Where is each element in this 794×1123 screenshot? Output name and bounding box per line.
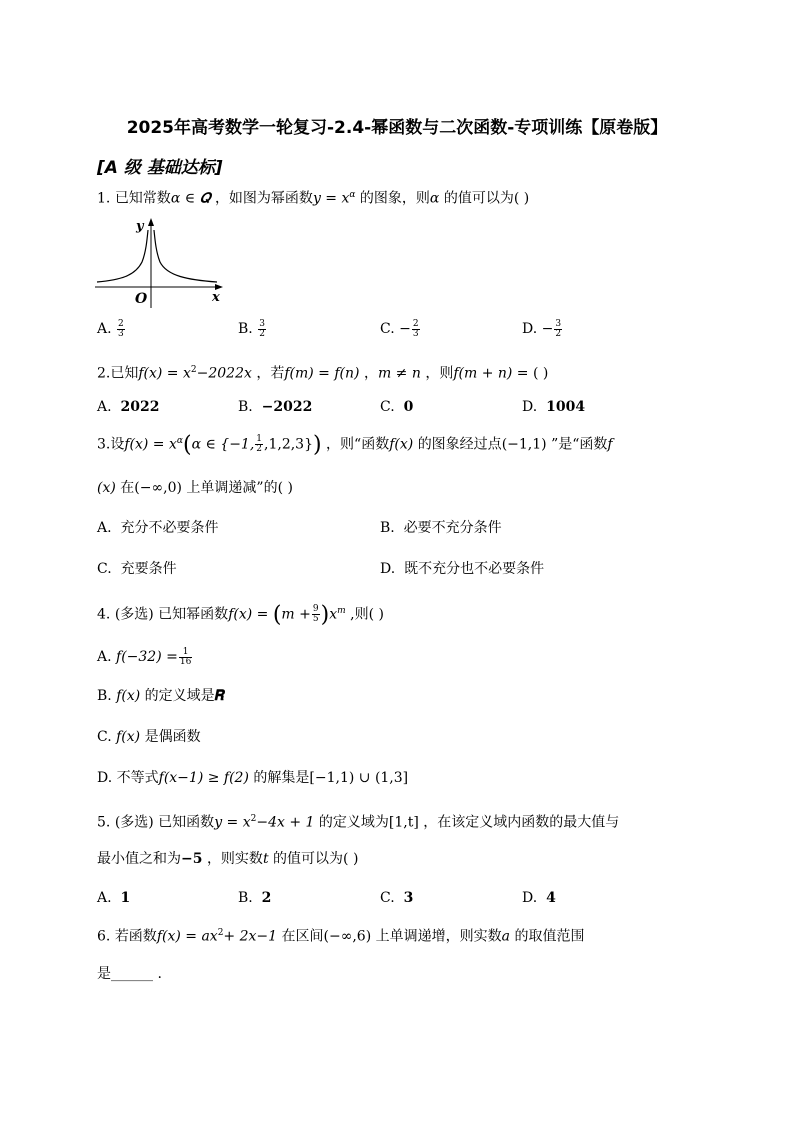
q2-end: ( ) [533,365,549,382]
q1-option-d[interactable] [522,318,563,340]
fraction-denominator: 5 [312,614,319,625]
fraction-numerator: 9 [312,604,319,615]
question-5-line-2 [97,848,358,870]
question-1 [97,184,529,210]
q5-t: t [262,851,269,867]
q2-option-c-key: C. [380,399,395,415]
q1-text-pre: 已知常数 [114,190,171,207]
q3-option-c[interactable] [97,558,177,580]
q1-option-c-fraction [412,320,420,339]
q6-expr: f(x) = ax [156,928,218,945]
q4-option-d-text: 不等式 [116,770,159,786]
fraction-numerator: 3 [555,318,562,329]
graph-x-label: x [212,290,220,305]
q5-option-b-value: 2 [261,890,272,906]
q5-option-b[interactable] [238,887,271,909]
q6-text-d: 的取值范围 [514,928,585,945]
fraction-denominator: 2 [555,328,562,339]
section-heading: [A 级 基础达标] [97,158,223,178]
q1-alpha-in-q: α ∈ 𝑸 [170,190,211,207]
q4-end: ,则( ) [350,606,384,623]
q5-text-a: (多选) 已知函数 [114,814,215,831]
q6-exponent: 2 [217,928,224,938]
q1-alpha: α [429,190,440,207]
q2-condition-2: m ≠ n [377,365,421,382]
q2-expr: f(x) = x [138,365,191,382]
fraction-numerator: 2 [118,318,124,329]
q2-option-c-value: 0 [403,399,414,415]
q5-option-a-value: 1 [120,890,131,906]
graph-origin-label: O [135,291,148,307]
q5-option-d-value: 4 [546,890,556,906]
q2-option-a-value: 2022 [120,399,160,415]
fraction-numerator: 1 [179,648,192,658]
q3-text-d: ”是“函数 [551,436,608,453]
q3-line2-b: 在 [120,480,135,496]
question-2 [97,359,548,385]
q1-func: y = x [312,190,350,207]
q3-right-paren: ) [313,432,322,458]
q1-graph [95,210,225,308]
q3-option-a[interactable] [97,517,218,539]
q1-option-a-fraction [117,320,125,339]
q1-option-d-sign: − [541,321,554,337]
q2-ask: f(m + n) = [453,365,529,382]
q1-number: 1. [97,190,111,207]
q3-exponent: α [176,436,183,446]
q6-expr-tail: + 2x−1 [223,928,278,945]
q3-option-b-value: 必要不充分条件 [403,520,502,536]
q4-option-b-set: 𝑹 [214,688,225,704]
q2-option-d[interactable] [522,396,585,418]
q4-option-a[interactable] [97,646,193,668]
q1-option-a-key: A. [97,321,112,337]
q2-option-c[interactable] [380,396,413,418]
q5-option-a[interactable] [97,887,130,909]
graph-y-label: y [136,219,144,234]
q5-option-c-key: C. [380,890,395,906]
q1-text-post: 的图象，则 [359,190,430,207]
q3-point: (−1,1) [501,436,547,453]
question-4 [97,600,384,627]
q4-option-c-key: C. [97,729,112,745]
q4-x: x [329,606,338,623]
q2-option-b-key: B. [238,399,253,415]
q3-text-c: 的图象经过点 [417,436,502,453]
q4-option-d-expr: f(x−1) ≥ f(2) [158,770,249,786]
q3-f-end: f [607,436,613,453]
q3-line2-c: 上单调递减”的( ) [186,480,293,496]
power-function-graph [95,210,225,308]
q3-option-d-value: 既不充分也不必要条件 [404,561,545,577]
q2-exponent: 2 [190,365,197,375]
q2-option-a-key: A. [97,399,112,415]
fraction-denominator: 3 [412,328,419,339]
q1-option-b[interactable] [238,318,267,340]
q4-option-b[interactable] [97,685,225,707]
q4-option-b-key: B. [97,688,112,704]
q4-text-a: (多选) 已知幂函数 [114,606,229,623]
q5-line2-value: −5 [181,851,203,867]
fraction-denominator: 3 [118,328,124,339]
q3-set-b: ,1,2,3} [264,436,313,453]
q2-number: 2. [97,365,111,382]
curve-left-branch [97,230,148,282]
q2-text-b: ，若 [256,365,285,382]
q4-option-d[interactable] [97,767,408,789]
q1-option-b-key: B. [238,321,253,337]
q4-option-d-set: [−1,1) ∪ (1,3] [309,770,409,786]
question-3-line-2 [97,477,293,499]
q5-option-a-key: A. [97,890,112,906]
q3-expr: f(x) = x [124,436,177,453]
q3-option-b[interactable] [380,517,502,539]
q4-option-c[interactable] [97,726,201,748]
q4-option-c-expr: f(x) [116,729,141,745]
fraction-denominator: 16 [179,656,192,667]
q5-exponent: 2 [250,814,257,824]
q3-option-a-value: 充分不必要条件 [120,520,219,536]
q3-option-c-value: 充要条件 [120,561,177,577]
q3-option-d-key: D. [380,561,396,577]
q2-condition: f(m) = f(n) [284,365,360,382]
q3-interval: (−∞,0) [134,480,182,496]
q4-option-a-expr: f(−32) = [116,649,178,665]
q3-option-a-key: A. [97,520,112,536]
fraction-numerator: 2 [412,318,419,329]
q6-number: 6. [97,928,111,945]
q5-text-c: ，在该定义域内函数的最大值与 [423,814,620,831]
q3-text-a: 设 [110,436,125,453]
question-3 [97,430,613,457]
q4-fraction [312,605,320,624]
q1-text-end: 的值可以为( ) [443,190,530,207]
q4-exponent: m [337,606,346,616]
q3-number: 3. [97,436,111,453]
curve-right-branch [154,230,217,282]
question-6-line-2 [97,963,162,985]
q5-text-b: 的定义域为 [318,814,389,831]
q1-option-c-sign: − [399,321,411,337]
q4-m-part: m + [281,606,311,623]
q3-text-b: ，则“函数 [326,436,390,453]
q6-text-a: 若函数 [114,928,157,945]
q1-option-c[interactable] [380,318,421,340]
q6-text-b: 在区间 [281,928,324,945]
q5-line2-c: 的值可以为( ) [273,851,359,867]
q2-option-d-key: D. [522,399,538,415]
q5-option-d-key: D. [522,890,538,906]
q5-expr: y = x [214,814,251,831]
q4-option-b-text: 的定义域是 [144,688,215,704]
question-6 [97,922,584,948]
q4-option-d-text-2: 的解集是 [253,770,310,786]
q5-number: 5. [97,814,111,831]
q6-a: a [501,928,510,945]
q2-text-a: 已知 [110,365,139,382]
q2-option-d-value: 1004 [546,399,586,415]
q4-option-b-expr: f(x) [116,688,141,704]
q5-option-d[interactable] [522,887,556,909]
q5-expr-tail: −4x + 1 [256,814,315,831]
page-title: 2025年高考数学一轮复习-2.4-幂函数与二次函数-专项训练【原卷版】 [126,118,668,138]
q4-option-d-key: D. [97,770,113,786]
q1-option-a[interactable] [97,318,126,340]
q3-left-paren: ( [182,432,192,458]
q1-option-c-key: C. [380,321,395,337]
q5-option-c-value: 3 [403,890,414,906]
q5-option-c[interactable] [380,887,413,909]
q4-option-c-text: 是偶函数 [144,729,201,745]
q3-fx: f(x) [389,436,414,453]
q2-text-d: ，则 [425,365,454,382]
q5-line2-a: 最小值之和为 [97,851,181,867]
q4-right-paren: ) [320,602,330,628]
fraction-denominator: 2 [256,444,263,455]
q1-func-exponent: α [349,190,356,200]
q3-half-fraction [255,435,263,454]
q5-domain: [1,t] [388,814,419,831]
q3-option-c-key: C. [97,561,112,577]
q4-left-paren: ( [272,602,282,628]
q6-answer-blank[interactable]: 是______ . [97,966,162,982]
q1-text-mid: ，如图为幂函数 [214,190,313,207]
q3-set-a: α ∈ {−1, [191,436,255,453]
q4-option-a-fraction [179,648,192,667]
q1-option-d-key: D. [522,321,538,337]
question-5 [97,808,619,834]
q4-expr: f(x) = [228,606,269,623]
fraction-denominator: 2 [259,328,265,339]
q1-option-b-fraction [258,320,266,339]
q6-text-c: 上单调递增，则实数 [375,928,502,945]
q1-option-d-fraction [554,320,562,339]
q4-option-a-key: A. [97,649,112,665]
y-axis-arrow [148,218,154,226]
q3-line2-a: (x) [97,480,116,496]
q2-option-b-value: −2022 [261,399,313,415]
q3-option-b-key: B. [380,520,395,536]
q5-line2-b: ，则实数 [206,851,263,867]
q2-option-a[interactable] [97,396,159,418]
q2-text-c: ， [363,365,378,382]
fraction-numerator: 3 [259,318,265,329]
q5-option-b-key: B. [238,890,253,906]
q4-number: 4. [97,606,111,623]
q2-expr-tail: −2022x [196,365,252,382]
q6-interval: (−∞,6) [323,928,372,945]
q3-option-d[interactable] [380,558,544,580]
q2-option-b[interactable] [238,396,312,418]
fraction-numerator: 1 [256,434,263,445]
